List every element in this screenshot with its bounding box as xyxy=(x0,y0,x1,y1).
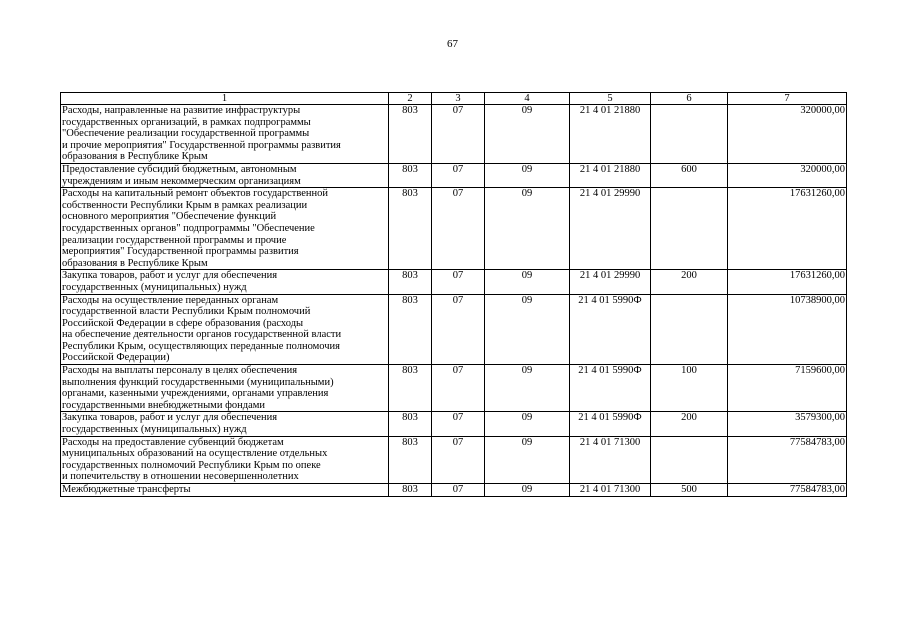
row-subsection-code: 09 xyxy=(485,294,570,365)
row-expense-type: 200 xyxy=(651,412,728,436)
row-ministry-code: 803 xyxy=(389,294,432,365)
row-ministry-code: 803 xyxy=(389,270,432,294)
table-row xyxy=(61,188,847,270)
header-col-4: 4 xyxy=(485,93,570,105)
row-ministry-code: 803 xyxy=(389,365,432,412)
row-section-code: 07 xyxy=(432,436,485,483)
row-subsection-code: 09 xyxy=(485,270,570,294)
row-description: Закупка товаров, работ и услуг для обеспечения государственных (муниципальных) нужд xyxy=(61,270,389,294)
row-expense-type: 600 xyxy=(651,163,728,187)
table-row xyxy=(61,436,847,483)
row-description: Расходы на выплаты персоналу в целях обеспечения выполнения функций государственными (муниципальными) органами, казенными учреждениями, органами управления государственными внебюджетными фондами xyxy=(61,365,389,412)
row-expense-type: 100 xyxy=(651,365,728,412)
row-section-code: 07 xyxy=(432,105,485,164)
table-row xyxy=(61,270,847,294)
row-expense-type xyxy=(651,436,728,483)
row-target-code: 21 4 01 29990 xyxy=(570,188,651,270)
row-target-code: 21 4 01 5990Ф xyxy=(570,365,651,412)
row-amount: 77584783,00 xyxy=(728,436,847,483)
header-col-3: 3 xyxy=(432,93,485,105)
row-section-code: 07 xyxy=(432,365,485,412)
header-col-5: 5 xyxy=(570,93,651,105)
row-description: Предоставление субсидий бюджетным, автономным учреждениям и иным некоммерческим организациям xyxy=(61,163,389,187)
table-row xyxy=(61,163,847,187)
row-expense-type xyxy=(651,105,728,164)
row-amount: 3579300,00 xyxy=(728,412,847,436)
row-description: Расходы на капитальный ремонт объектов государственной собственности Республики Крым в рамках реализации основного мероприятия "Обеспечение функций государственных органов" подпрограммы "Обеспечение реализации государственной программы и прочие мероприятия" Государственной программы развития образования в Республике Крым xyxy=(61,188,389,270)
row-target-code: 21 4 01 5990Ф xyxy=(570,294,651,365)
row-expense-type xyxy=(651,188,728,270)
row-description: Межбюджетные трансферты xyxy=(61,484,389,497)
row-amount: 17631260,00 xyxy=(728,270,847,294)
row-expense-type: 500 xyxy=(651,484,728,497)
header-col-7: 7 xyxy=(728,93,847,105)
header-col-1: 1 xyxy=(61,93,389,105)
budget-table xyxy=(60,92,847,497)
header-col-2: 2 xyxy=(389,93,432,105)
row-section-code: 07 xyxy=(432,484,485,497)
row-description: Расходы на предоставление субвенций бюджетам муниципальных образований на осуществление отдельных государственных полномочий Республики Крым по опеке и попечительству в отношении несовершеннолетних xyxy=(61,436,389,483)
row-target-code: 21 4 01 71300 xyxy=(570,484,651,497)
row-description: Расходы на осуществление переданных органам государственной власти Республики Крым полномочий Российской Федерации в сфере образования (расходы на обеспечение деятельности органов государственной власти Республики Крым, осуществляющих переданные полномочия Российской Федерации) xyxy=(61,294,389,365)
row-section-code: 07 xyxy=(432,294,485,365)
page-number: 67 xyxy=(447,38,458,50)
table-row xyxy=(61,365,847,412)
row-target-code: 21 4 01 21880 xyxy=(570,105,651,164)
row-subsection-code: 09 xyxy=(485,412,570,436)
row-description: Закупка товаров, работ и услуг для обеспечения государственных (муниципальных) нужд xyxy=(61,412,389,436)
header-col-6: 6 xyxy=(651,93,728,105)
row-section-code: 07 xyxy=(432,163,485,187)
row-expense-type: 200 xyxy=(651,270,728,294)
row-ministry-code: 803 xyxy=(389,412,432,436)
row-ministry-code: 803 xyxy=(389,484,432,497)
row-section-code: 07 xyxy=(432,412,485,436)
table-header-row xyxy=(61,93,847,105)
row-ministry-code: 803 xyxy=(389,105,432,164)
table-row xyxy=(61,294,847,365)
table-row xyxy=(61,412,847,436)
row-subsection-code: 09 xyxy=(485,484,570,497)
row-subsection-code: 09 xyxy=(485,436,570,483)
row-section-code: 07 xyxy=(432,270,485,294)
row-target-code: 21 4 01 5990Ф xyxy=(570,412,651,436)
row-amount: 77584783,00 xyxy=(728,484,847,497)
row-target-code: 21 4 01 21880 xyxy=(570,163,651,187)
table-row xyxy=(61,484,847,497)
row-subsection-code: 09 xyxy=(485,105,570,164)
row-ministry-code: 803 xyxy=(389,188,432,270)
row-subsection-code: 09 xyxy=(485,365,570,412)
row-subsection-code: 09 xyxy=(485,188,570,270)
row-amount: 17631260,00 xyxy=(728,188,847,270)
row-description: Расходы, направленные на развитие инфраструктуры государственных организаций, в рамках подпрограммы "Обеспечение реализации государственной программы и прочие мероприятия" Государственной программы развития образования в Республике Крым xyxy=(61,105,389,164)
table-row xyxy=(61,105,847,164)
row-amount: 320000,00 xyxy=(728,105,847,164)
row-section-code: 07 xyxy=(432,188,485,270)
row-target-code: 21 4 01 71300 xyxy=(570,436,651,483)
row-amount: 10738900,00 xyxy=(728,294,847,365)
row-expense-type xyxy=(651,294,728,365)
row-amount: 320000,00 xyxy=(728,163,847,187)
row-amount: 7159600,00 xyxy=(728,365,847,412)
row-ministry-code: 803 xyxy=(389,436,432,483)
row-subsection-code: 09 xyxy=(485,163,570,187)
row-ministry-code: 803 xyxy=(389,163,432,187)
row-target-code: 21 4 01 29990 xyxy=(570,270,651,294)
